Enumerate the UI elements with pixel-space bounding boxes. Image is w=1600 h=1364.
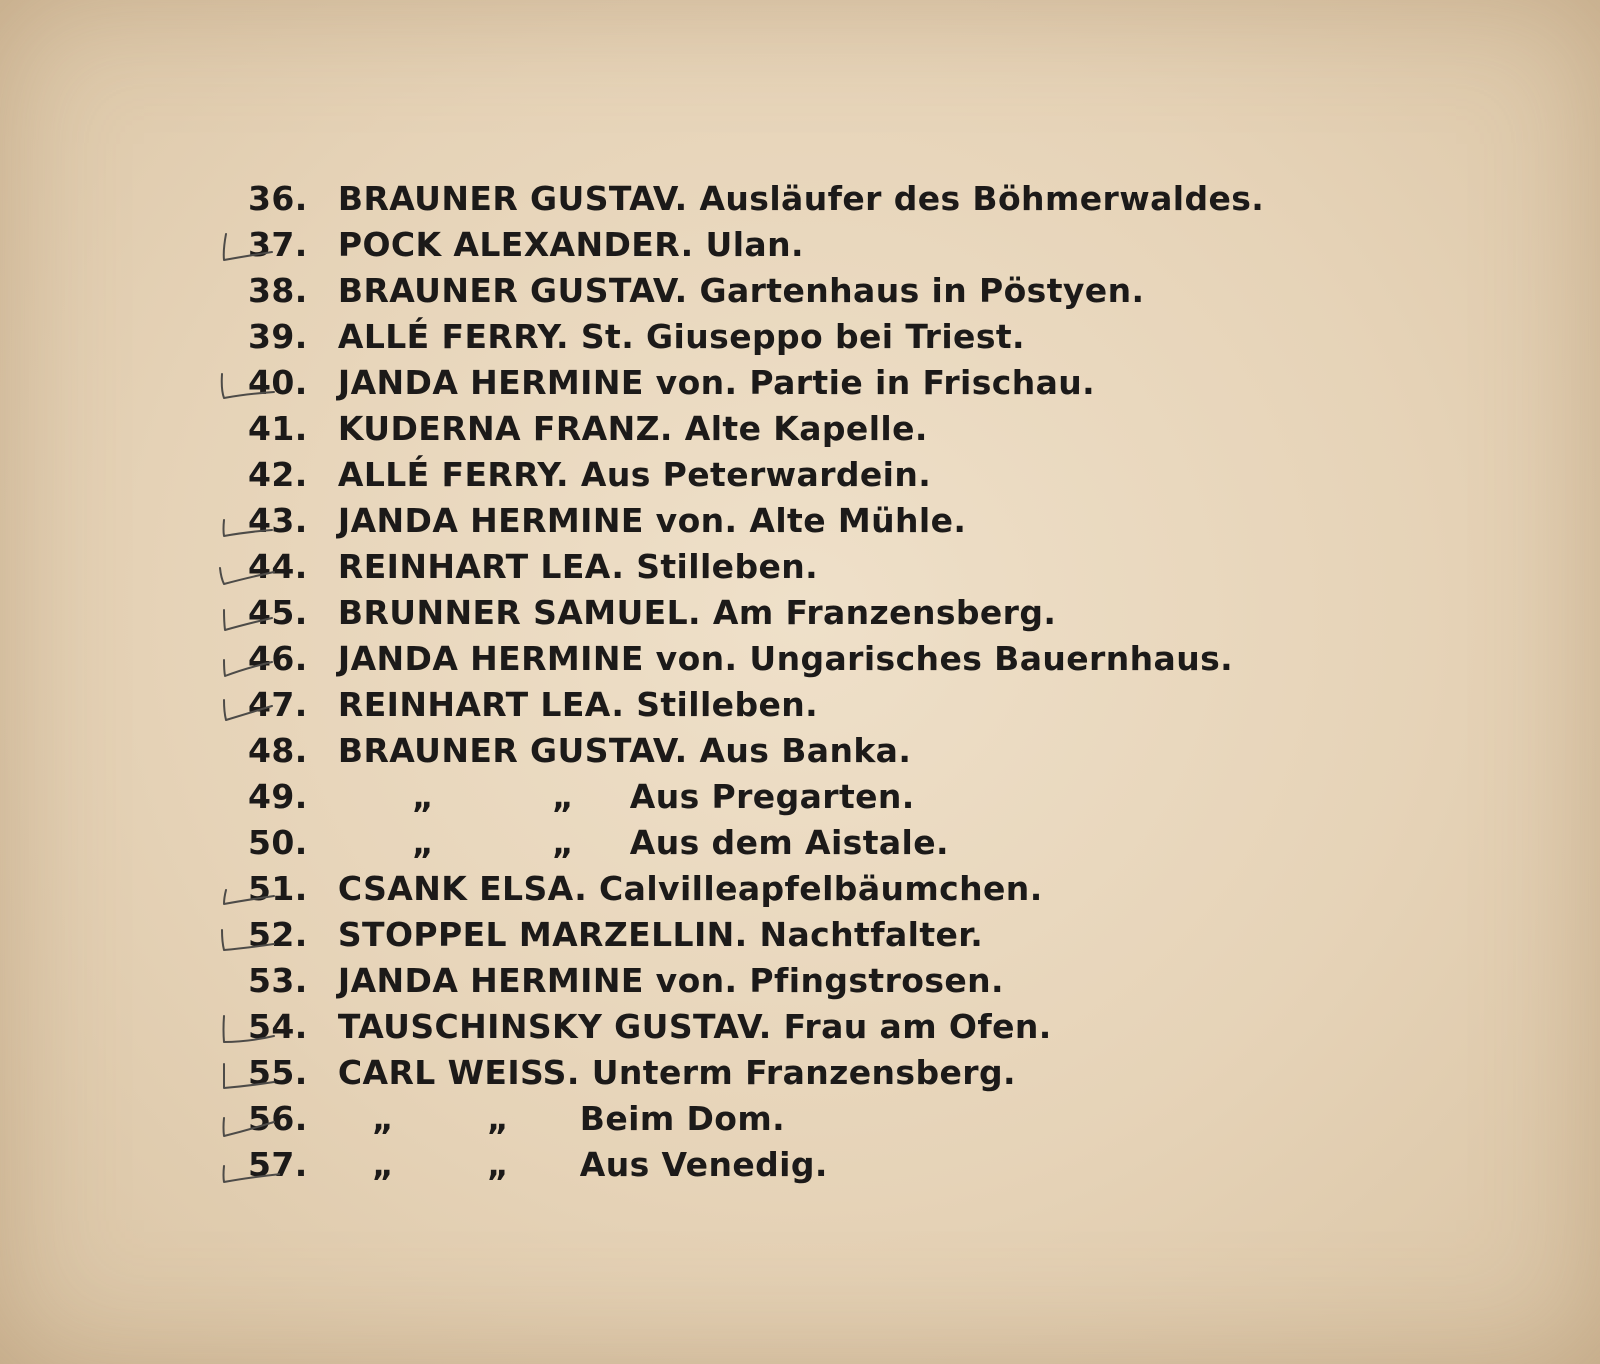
pencil-checkmark-icon (216, 646, 280, 680)
list-item (248, 498, 1264, 544)
pencil-checkmark-icon (216, 554, 280, 588)
entry-number: 39. (248, 317, 308, 356)
list-item (248, 636, 1264, 682)
ditto-mark: „ (551, 777, 574, 816)
artist-name: KUDERNA FRANZ. (337, 409, 673, 448)
pencil-checkmark-icon (216, 692, 280, 726)
entry-number: 49. (248, 777, 308, 816)
entry-number: 36. (248, 179, 308, 218)
artwork-title: Pfingstrosen. (749, 961, 1004, 1000)
list-item (248, 1142, 1264, 1188)
artist-name: REINHART LEA. (337, 547, 625, 586)
artwork-title: Stilleben. (636, 547, 819, 586)
entry-number: 43. (248, 501, 308, 540)
artwork-title: Ulan. (705, 225, 804, 264)
entry-number: 50. (248, 823, 308, 862)
entry-number: 40. (248, 363, 308, 402)
ditto-mark: „ (411, 823, 434, 862)
artwork-title: Am Franzensberg. (712, 593, 1057, 632)
list-item (248, 452, 1264, 498)
artwork-title: Aus Peterwardein. (580, 455, 932, 494)
artwork-title: Gartenhaus in Pöstyen. (699, 271, 1145, 310)
list-item (248, 590, 1264, 636)
artwork-title: Aus Pregarten. (629, 777, 915, 816)
pencil-checkmark-icon (216, 1106, 280, 1140)
list-item (248, 774, 1264, 820)
artwork-title: Frau am Ofen. (783, 1007, 1052, 1046)
artwork-title: Alte Kapelle. (684, 409, 928, 448)
artist-name: REINHART LEA. (337, 685, 625, 724)
list-item (248, 406, 1264, 452)
ditto-mark: „ (486, 1145, 509, 1184)
entry-number: 42. (248, 455, 308, 494)
pencil-checkmark-icon (216, 232, 280, 266)
artwork-list (248, 176, 1264, 1188)
artist-name: JANDA HERMINE von. (337, 501, 738, 540)
pencil-checkmark-icon (216, 1014, 280, 1048)
entry-number: 53. (248, 961, 308, 1000)
artist-name: ALLÉ FERRY. (337, 455, 569, 494)
artwork-title: Unterm Franzensberg. (591, 1053, 1016, 1092)
list-item (248, 176, 1264, 222)
list-item (248, 728, 1264, 774)
entry-number: 46. (248, 639, 308, 678)
entry-number: 51. (248, 869, 308, 908)
pencil-checkmark-icon (216, 1060, 280, 1094)
artwork-title: Ausläufer des Böhmerwaldes. (699, 179, 1265, 218)
entry-number: 56. (248, 1099, 308, 1138)
list-item (248, 314, 1264, 360)
artist-name: BRUNNER SAMUEL. (337, 593, 701, 632)
artwork-title: Partie in Frischau. (749, 363, 1096, 402)
artist-name: BRAUNER GUSTAV. (337, 731, 688, 770)
entry-number: 41. (248, 409, 308, 448)
artist-name: JANDA HERMINE von. (337, 363, 738, 402)
ditto-mark: „ (551, 823, 574, 862)
artist-name: POCK ALEXANDER. (337, 225, 694, 264)
entry-number: 54. (248, 1007, 308, 1046)
pencil-checkmark-icon (216, 1152, 280, 1186)
artist-name: BRAUNER GUSTAV. (337, 271, 688, 310)
artwork-title: Stilleben. (636, 685, 819, 724)
entry-number: 55. (248, 1053, 308, 1092)
entry-number: 52. (248, 915, 308, 954)
list-item (248, 360, 1264, 406)
artist-name: TAUSCHINSKY GUSTAV. (337, 1007, 772, 1046)
entry-number: 37. (248, 225, 308, 264)
artwork-title: St. Giuseppo bei Triest. (580, 317, 1025, 356)
pencil-checkmark-icon (216, 600, 280, 634)
list-item (248, 222, 1264, 268)
pencil-checkmark-icon (216, 370, 280, 404)
list-item (248, 1050, 1264, 1096)
artwork-title: Alte Mühle. (749, 501, 967, 540)
ditto-mark: „ (371, 1099, 394, 1138)
artist-name: CARL WEISS. (337, 1053, 580, 1092)
entry-number: 38. (248, 271, 308, 310)
ditto-mark: „ (486, 1099, 509, 1138)
artist-name: JANDA HERMINE von. (337, 961, 738, 1000)
entry-number: 45. (248, 593, 308, 632)
artwork-title: Ungarisches Bauernhaus. (749, 639, 1234, 678)
list-item (248, 544, 1264, 590)
list-item (248, 1096, 1264, 1142)
list-item (248, 1004, 1264, 1050)
entry-number: 48. (248, 731, 308, 770)
artwork-title: Calvilleapfelbäumchen. (599, 869, 1043, 908)
artwork-title: Aus Venedig. (579, 1145, 828, 1184)
entry-number: 47. (248, 685, 308, 724)
pencil-checkmark-icon (216, 876, 280, 910)
artist-name: ALLÉ FERRY. (337, 317, 569, 356)
list-item (248, 268, 1264, 314)
list-item (248, 820, 1264, 866)
pencil-checkmark-icon (216, 922, 280, 956)
ditto-mark: „ (411, 777, 434, 816)
list-item (248, 682, 1264, 728)
artist-name: STOPPEL MARZELLIN. (337, 915, 748, 954)
artist-name: BRAUNER GUSTAV. (337, 179, 688, 218)
artist-name: JANDA HERMINE von. (337, 639, 738, 678)
list-item (248, 958, 1264, 1004)
entry-number: 44. (248, 547, 308, 586)
artwork-title: Nachtfalter. (759, 915, 984, 954)
pencil-checkmark-icon (216, 508, 280, 542)
entry-number: 57. (248, 1145, 308, 1184)
list-item (248, 866, 1264, 912)
artwork-title: Beim Dom. (579, 1099, 786, 1138)
ditto-mark: „ (371, 1145, 394, 1184)
artist-name: CSANK ELSA. (337, 869, 588, 908)
artwork-title: Aus dem Aistale. (629, 823, 949, 862)
list-item (248, 912, 1264, 958)
artwork-title: Aus Banka. (699, 731, 912, 770)
